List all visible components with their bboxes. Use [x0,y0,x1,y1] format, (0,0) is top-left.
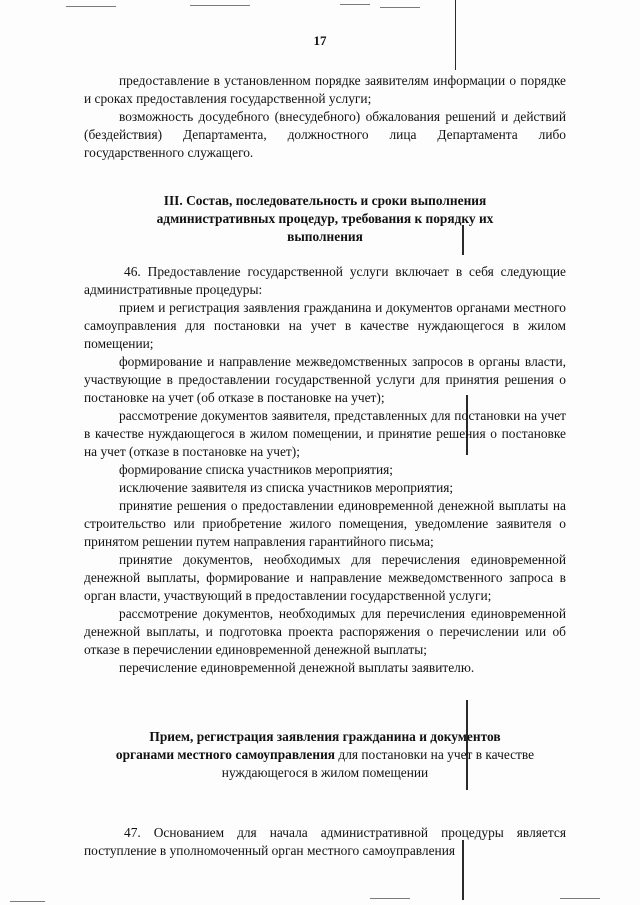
scan-artifact [190,5,250,6]
procedure-item: перечисление единовременной денежной выплаты заявителю. [119,660,475,675]
scan-artifact [340,4,370,5]
item-47 [84,824,566,860]
section-heading-line: III. Состав, последовательность и сроки выполнения [163,193,487,208]
item-47-text: 47. Основанием для начала административной процедуры является поступление в уполномоченный орган местного самоуправления [84,825,566,858]
procedure-item: рассмотрение документов заявителя, представленных для постановки на учет в качестве нуждающегося в жилом помещении, и принятие решения о постановке на учет (отказе в постановке на учет); [84,408,566,459]
procedure-item: формирование списка участников мероприятия; [119,462,394,477]
procedure-item: исключение заявителя из списка участников мероприятия; [119,480,454,495]
procedure-item: рассмотрение документов, необходимых для перечисления единовременной денежной выплаты, и подготовка проекта распоряжения о перечислении или об отказе в перечислении единовременной денежной выплаты; [84,606,566,657]
scan-artifact [66,6,116,7]
subsection-heading-line [84,746,566,764]
scan-artifact [370,898,410,899]
subsection-heading-line: нуждающегося в жилом помещении [221,765,429,780]
intro-block [84,72,566,162]
procedure-item: прием и регистрация заявления гражданина и документов органами местного самоуправления для постановки на учет в качестве нуждающегося в жилом помещении; [84,300,566,351]
section-heading-line: выполнения [287,229,363,244]
page-number: 17 [313,33,327,48]
scan-artifact [380,7,420,8]
subsection-heading-normal: для постановки на учет в качестве [335,747,535,762]
paragraph: возможность досудебного (внесудебного) обжалования решений и действий (бездействия) Департамента, должностного лица Департамента либо государственного служащего. [84,109,566,160]
section-heading [84,192,566,246]
procedure-item: принятие документов, необходимых для перечисления единовременной денежной выплаты, формирование и направление межведомственного запроса в орган власти, участвующий в предоставлении государственной услуги; [84,552,566,603]
subsection-heading-line: Прием, регистрация заявления гражданина и документов [149,729,501,744]
subsection-heading-bold: органами местного самоуправления [115,747,336,762]
scan-artifact [10,901,45,902]
scan-artifact [560,898,600,899]
paragraph: предоставление в установленном порядке заявителям информации о порядке и сроках предоставления государственной услуги; [84,73,566,106]
item-46 [84,263,566,677]
subsection-heading [84,728,566,782]
procedure-item: принятие решения о предоставлении единовременной денежной выплаты на строительство или приобретение жилого помещения, уведомление заявителя о принятом решении путем направления гарантийного письма; [84,498,566,549]
section-heading-line: административных процедур, требования к порядку их [156,211,494,226]
item-46-intro: 46. Предоставление государственной услуги включает в себя следующие административные процедуры: [84,264,566,297]
procedure-item: формирование и направление межведомственных запросов в органы власти, участвующие в предоставлении государственной услуги для принятия решения о постановке на учет (об отказе в постановке на учет); [84,354,566,405]
